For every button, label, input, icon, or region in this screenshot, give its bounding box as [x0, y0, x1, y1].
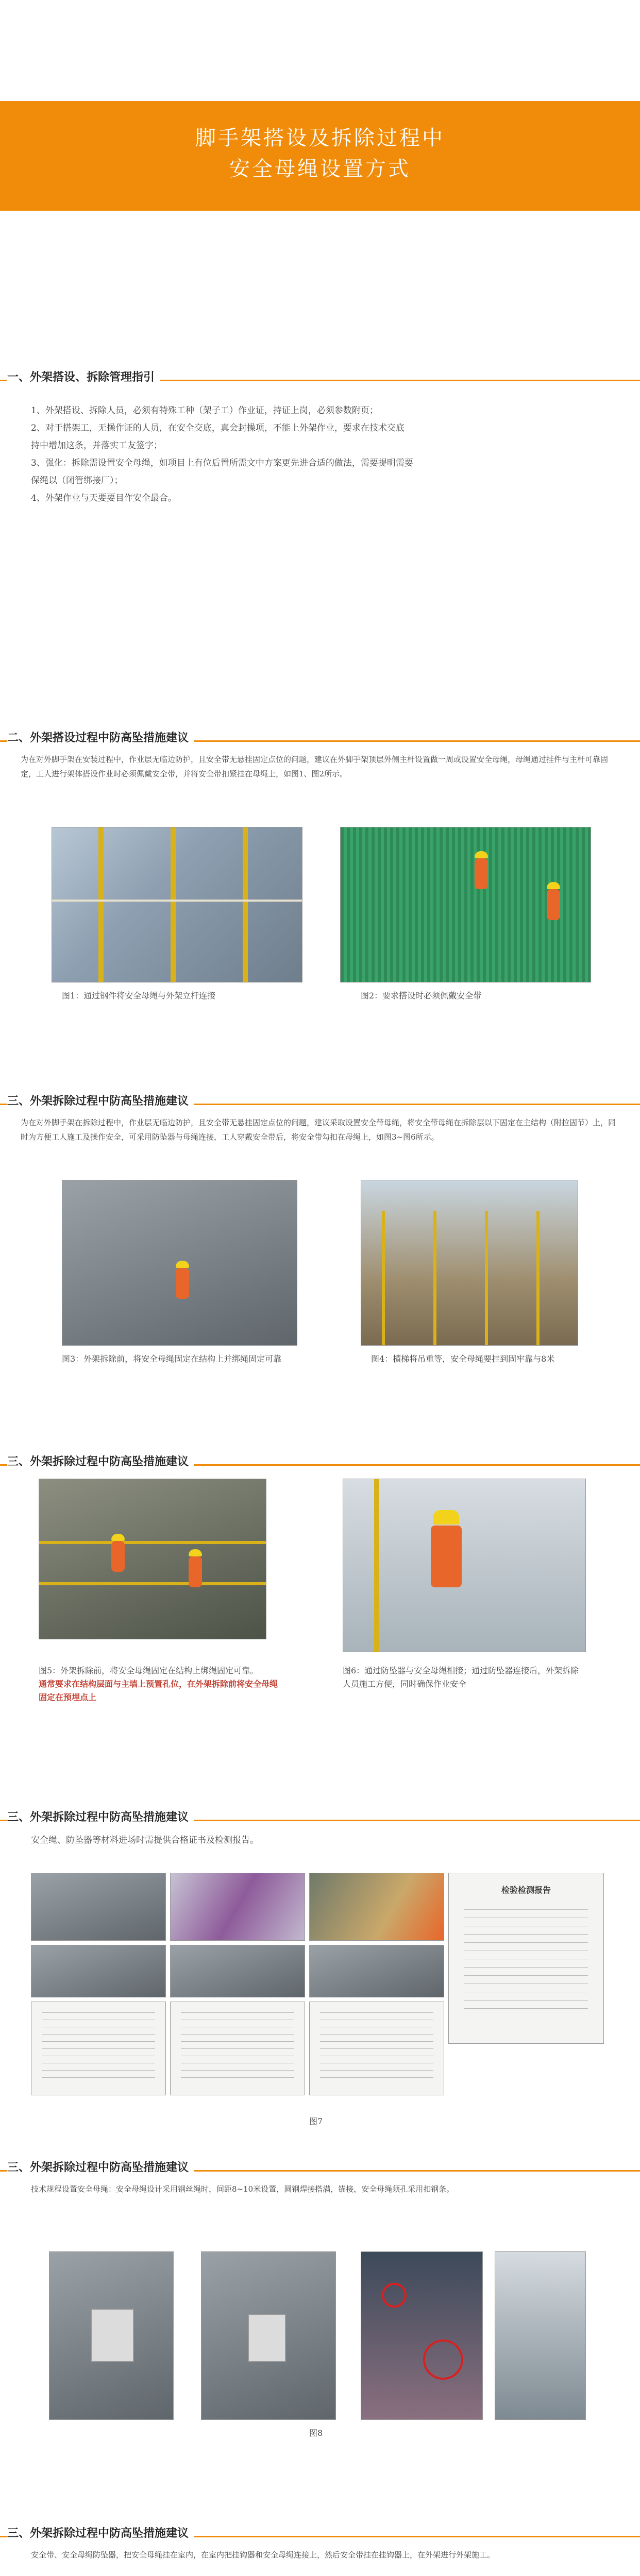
- photo-8d: [495, 2251, 586, 2420]
- list-item: 4、外架作业与天要要目作安全最合。: [31, 493, 177, 503]
- caption-fig-8: 图8: [309, 2428, 323, 2438]
- photo-8b: [201, 2251, 336, 2420]
- title-banner: [0, 101, 640, 211]
- section-7-paragraph: 安全带、安全母绳防坠器，把安全母绳挂在室内，在室内把挂钩器和安全母绳连接上，然后安全带挂在挂钩器上，在外架进行外架施工。: [31, 2550, 495, 2560]
- photo-7a: [31, 1873, 166, 1941]
- photo-7e: [170, 1945, 305, 1997]
- section-6-title: 三、外架拆除过程中防高坠措施建议: [7, 2159, 194, 2175]
- document-7h: [170, 2002, 305, 2095]
- caption-fig-2: 图2：要求搭设时必须佩戴安全带: [361, 991, 482, 1001]
- title-line-1: 脚手架搭设及拆除过程中: [195, 126, 445, 150]
- photo-6: [343, 1479, 586, 1652]
- report-document: [448, 1873, 604, 2044]
- document-7i: [309, 2002, 444, 2095]
- caption-fig-4: 图4：横梯将吊重等，安全母绳要挂到固牢靠与8米: [371, 1354, 555, 1364]
- photo-5: [39, 1479, 266, 1639]
- list-item: 3、强化：拆除需设置安全母绳，如项目上有位后置所需文中方案更先进合适的做法，需要提明需要: [31, 458, 413, 468]
- photo-3: [62, 1180, 297, 1346]
- caption-fig-7: 图7: [309, 2116, 323, 2126]
- section-7-title: 三、外架拆除过程中防高坠措施建议: [7, 2524, 194, 2540]
- section-2-title: 二、外架搭设过程中防高坠措施建议: [7, 729, 194, 745]
- photo-7c: [309, 1873, 444, 1941]
- section-3-paragraph: 为在对外脚手架在拆除过程中，作业层无临边防护，且安全带无悬挂固定点位的问题，建议采取设置安全带母绳，将安全带母绳在拆除层以下固定在主结构（附拉固节）上，同时为方便工人施工及操作安全，可采用防坠器与母绳连接，工人穿戴安全带后，将安全带勾扣在母绳上，如图3~图6所示。: [21, 1118, 616, 1142]
- caption-fig-1: 图1：通过钢件将安全母绳与外架立杆连接: [62, 991, 216, 1001]
- list-item: 1、外架搭设、拆除人员，必须有特殊工种（架子工）作业证，持证上岗，必须参数附页；: [31, 405, 378, 416]
- photo-8a: [49, 2251, 174, 2420]
- section-1-list: [31, 402, 613, 507]
- caption-fig-3: 图3：外架拆除前，将安全母绳固定在结构上并绑绳固定可靠: [62, 1354, 282, 1364]
- section-2-paragraph: 为在对外脚手架在安装过程中，作业层无临边防护，且安全带无悬挂固定点位的问题，建议在外脚手架顶层外侧主杆设置做一周或设置安全母绳，母绳通过挂件与主杆可靠固定，工人进行架体搭设作业时必须佩戴安全带，并将安全带扣紧挂在母绳上，如图1、图2所示。: [21, 755, 609, 778]
- list-item: 2、对于搭架工，无操作证的人员，在安全交底，真会封操项，不能上外架作业，要求在技术交底: [31, 423, 405, 433]
- document-7g: [31, 2002, 166, 2095]
- section-4-title: 三、外架拆除过程中防高坠措施建议: [7, 1453, 194, 1469]
- section-6-paragraph: 技术规程设置安全母绳：安全母绳设计采用钢丝绳时，间距8~10米设置，圆钢焊接搭满，锚接，安全母绳须孔采用扣钢条。: [31, 2184, 454, 2194]
- photo-7f: [309, 1945, 444, 1997]
- photo-8c: [361, 2251, 483, 2420]
- report-title: 检验检测报告: [501, 1885, 551, 1895]
- list-item: 保绳以（闭管绑接厂）；: [31, 476, 123, 486]
- photo-7d: [31, 1945, 166, 1997]
- photo-7b: [170, 1873, 305, 1941]
- caption-fig-6: 图6：通过防坠器与安全母绳相接；通过防坠器连接后，外架拆除人员施工方便，同时确保作业安全: [343, 1666, 579, 1689]
- section-1-title: 一、外架搭设、拆除管理指引: [7, 368, 160, 384]
- title-line-2: 安全母绳设置方式: [229, 157, 411, 181]
- section-1-header: [0, 368, 640, 399]
- photo-2: [340, 827, 591, 982]
- section-5-paragraph: 安全绳、防坠器等材料进场时需提供合格证书及检测报告。: [31, 1835, 259, 1845]
- list-item: 持中增加这条，并落实工友签字；: [31, 440, 162, 451]
- photo-1: [52, 827, 302, 982]
- caption-fig-5-note: 通常要求在结构层面与主墙上预置孔位，在外架拆除前将安全母绳固定在预埋点上: [39, 1679, 278, 1702]
- photo-4: [361, 1180, 578, 1346]
- section-5-title: 三、外架拆除过程中防高坠措施建议: [7, 1808, 194, 1824]
- caption-fig-5: 图5：外架拆除前，将安全母绳固定在结构上绑绳固定可靠。 通常要求在结构层面与主墙上预置孔位，在外架拆除前将安全母绳固定在预埋点上: [39, 1664, 281, 1704]
- section-3-title: 三、外架拆除过程中防高坠措施建议: [7, 1092, 194, 1108]
